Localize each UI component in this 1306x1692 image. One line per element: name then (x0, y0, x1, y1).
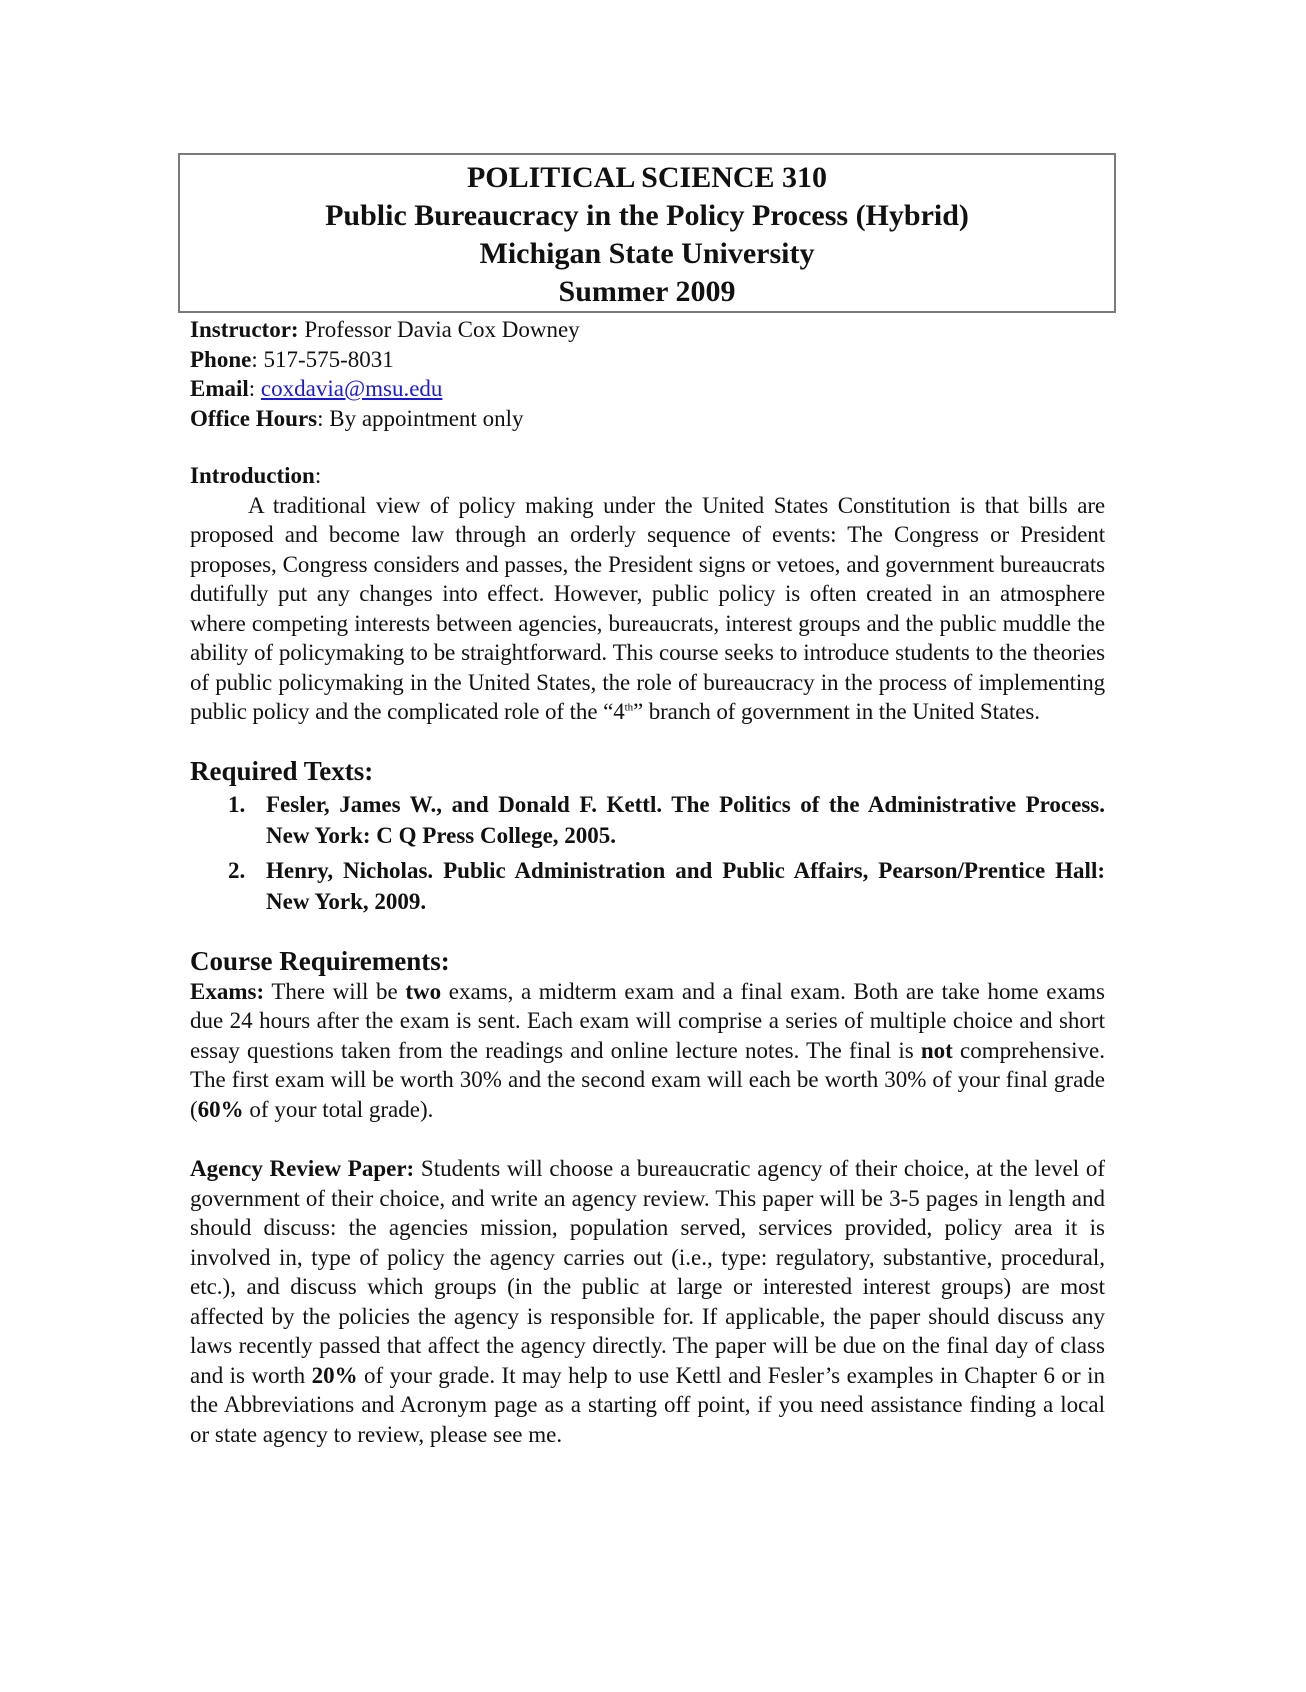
office-hours-line (190, 404, 1105, 434)
term: Summer 2009 (558, 275, 736, 308)
exams-paragraph (190, 977, 1105, 1125)
introduction-text: A traditional view of policy making under the United States Constitution is that bills are proposed and become law through an orderly sequence of events: The Congress or President proposes, Congress considers and passes, the President signs or vetoes, and government bureaucrats dutifully put any changes into effect. However, public policy is often created in an atmosphere where competing interests between agencies, bureaucrats, interest groups and the public muddle the ability of policymaking to be straightforward. This course seeks to introduce students to the theories of public policymaking in the United States, the role of bureaucracy in the process of implementing public policy and the complicated role of the “4 (190, 492, 1105, 724)
email-label: Email (190, 376, 249, 401)
exams-text: There will be (264, 978, 406, 1004)
course-number: POLITICAL SCIENCE 310 (466, 161, 828, 194)
introduction-heading-text: Introduction (190, 463, 315, 488)
agency-review-text: Students will choose a bureaucratic agency of their choice, at the level of government of their choice, and write an agency review. This paper will be 3-5 pages in length and should discuss: the agencies mission, population served, services provided, policy area it is involved in, type of policy the agency carries out (i.e., type: regulatory, substantive, procedural, etc.), and discuss which groups (in the public at large or interested interest groups) are most affected by the policies the agency is responsible for. If applicable, the paper should discuss any laws recently passed that affect the agency directly. The paper will be due on the final day of class and is worth (190, 1156, 1106, 1388)
exams-bold-text: two (405, 978, 442, 1004)
introduction-superscript: th (624, 701, 633, 714)
exams-text: of your total grade). (243, 1096, 434, 1122)
exams-text: comprehensive. The first exam will be worth 30% and the second exam will each be worth 30% of your final grade ( (190, 1037, 1105, 1122)
university-name: Michigan State University (479, 237, 815, 270)
introduction-heading (190, 461, 1105, 491)
phone-value: : 517-575-8031 (251, 346, 394, 372)
email-line (190, 374, 1105, 404)
exams-text: exams, a midterm exam and a final exam. Both are take home exams due 24 hours after the exam is sent. Each exam will comprise a series of multiple choice and short essay questions taken from the readings and online lecture notes. The final is (190, 978, 1106, 1063)
agency-review-label: Agency Review Paper: (190, 1156, 415, 1181)
introduction-heading-colon: : (314, 463, 322, 488)
list-number: 2. (228, 857, 246, 883)
office-hours-value: : By appointment only (317, 405, 524, 431)
required-texts-heading: Required Texts: (190, 755, 374, 786)
agency-review-paragraph (190, 1154, 1105, 1449)
agency-review-text: of your grade. It may help to use Kettl and Fesler’s examples in Chapter 6 or in the Abbreviations and Acronym page as a starting off point, if you need assistance finding a local or state agency to review, please see me. (190, 1362, 1105, 1447)
introduction-body (190, 491, 1105, 727)
required-texts-list (190, 789, 1105, 917)
phone-line (190, 345, 1105, 375)
agency-review-bold-text: 20% (311, 1362, 358, 1388)
instructor-label: Instructor: (190, 317, 299, 342)
introduction-text-end: ” branch of government in the United States. (632, 699, 1040, 724)
exams-bold-text: not (920, 1037, 953, 1063)
course-title-box (178, 153, 1116, 313)
instructor-value: Professor Davia Cox Downey (298, 317, 580, 342)
phone-label: Phone (190, 346, 252, 372)
course-title: Public Bureaucracy in the Policy Process (Hybrid) (325, 199, 969, 232)
email-separator: : (248, 376, 261, 401)
syllabus-content (190, 315, 1105, 1449)
email-link[interactable]: coxdavia@msu.edu (260, 376, 443, 401)
list-item (190, 789, 1105, 851)
exams-bold-text: 60% (197, 1096, 244, 1122)
exams-label: Exams: (190, 978, 265, 1004)
office-hours-label: Office Hours (190, 405, 318, 431)
list-item-text: Henry, Nicholas. Public Administration and Public Affairs, Pearson/Prentice Hall: New York, 2009. (266, 857, 1105, 914)
list-item (190, 855, 1105, 917)
instructor-line (190, 315, 1105, 345)
list-number: 1. (228, 791, 246, 817)
list-item-text: Fesler, James W., and Donald F. Kettl. The Politics of the Administrative Process. New York: C Q Press College, 2005. (266, 791, 1105, 848)
course-requirements-heading: Course Requirements: (190, 945, 450, 976)
